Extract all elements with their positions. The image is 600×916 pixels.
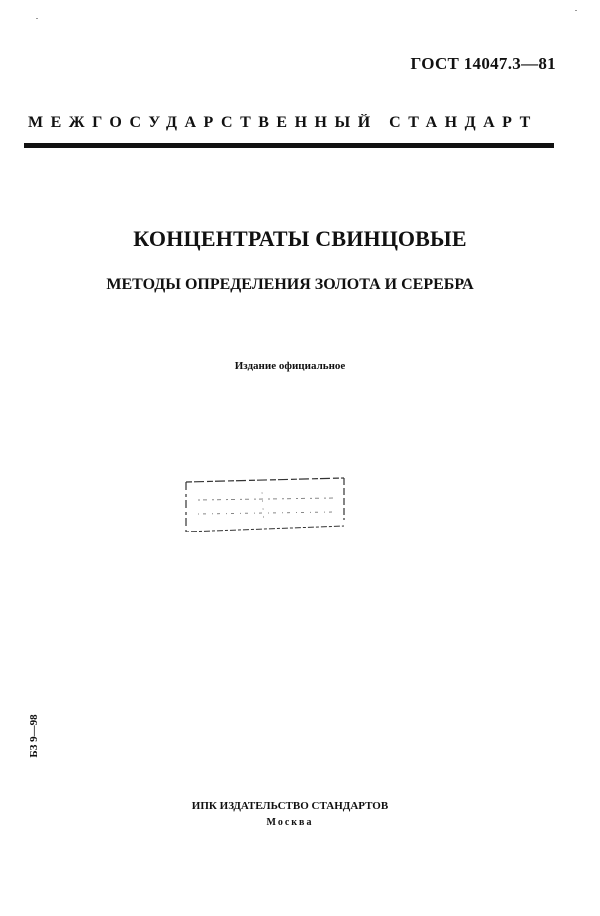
edition-note: Издание официальное <box>234 360 346 372</box>
interstate-standard-label: МЕЖГОСУДАРСТВЕННЫЙ СТАНДАРТ <box>28 114 538 131</box>
document-title: КОНЦЕНТРАТЫ СВИНЦОВЫЕ <box>133 226 467 251</box>
publisher-name: ИПК ИЗДАТЕЛЬСТВО СТАНДАРТОВ <box>191 800 389 812</box>
side-registry-note <box>26 708 42 768</box>
scan-speck <box>575 10 577 11</box>
header-rule <box>24 143 554 148</box>
library-stamp <box>184 476 346 532</box>
publisher-city: Москва <box>266 817 314 828</box>
scan-speck <box>36 18 38 19</box>
document-subtitle: МЕТОДЫ ОПРЕДЕЛЕНИЯ ЗОЛОТА И СЕРЕБРА <box>106 276 474 293</box>
standard-code: ГОСТ 14047.3—81 <box>410 54 556 73</box>
side-registry-text: БЗ 9—98 <box>28 714 40 758</box>
